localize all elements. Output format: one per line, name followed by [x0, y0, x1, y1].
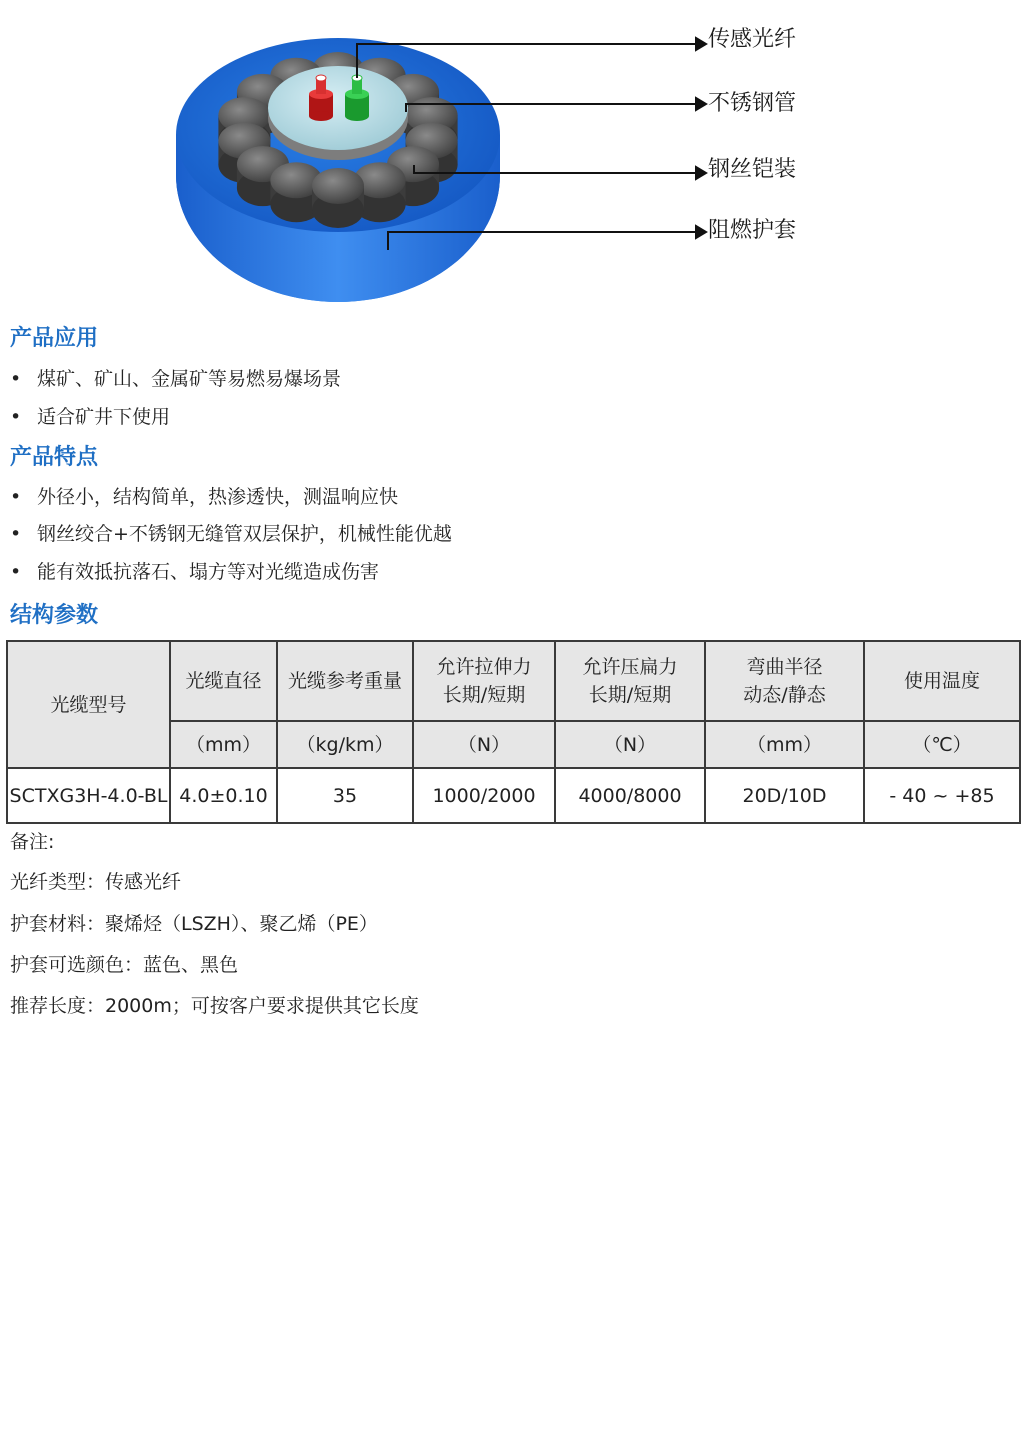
section-title-parameters: 结构参数: [10, 603, 99, 628]
note-fiber-type: 光纤类型：传感光纤: [10, 871, 182, 893]
bullet-icon: •: [10, 561, 22, 583]
table-cell-model: SCTXG3H-4.0-BL: [7, 768, 170, 823]
table-cell: 20D/10D: [705, 768, 864, 823]
table-header-cell: 使用温度: [864, 641, 1020, 721]
section-title-application: 产品应用: [10, 326, 99, 351]
list-item: • 煤矿、矿山、金属矿等易燃易爆场景: [10, 368, 342, 390]
table-header-cell: 允许压扁力 长期/短期: [555, 641, 705, 721]
table-cell: 35: [277, 768, 413, 823]
callout-stainless-steel-tube: 不锈钢管: [708, 91, 797, 116]
notes-heading: 备注:: [10, 831, 55, 853]
table-header-cell: 光缆直径: [170, 641, 277, 721]
table-header-row: [7, 641, 1020, 721]
bullet-icon: •: [10, 406, 22, 428]
table-header-cell: 允许拉伸力 长期/短期: [413, 641, 555, 721]
bullet-icon: •: [10, 368, 22, 390]
section-title-features: 产品特点: [10, 445, 99, 470]
steel-wire: [312, 168, 364, 228]
list-item: • 适合矿井下使用: [10, 406, 171, 428]
table-header-cell: 弯曲半径 动态/静态: [705, 641, 864, 721]
note-jacket-colors: 护套可选颜色：蓝色、黑色: [10, 954, 239, 976]
list-item: • 能有效抵抗落石、塌方等对光缆造成伤害: [10, 561, 380, 583]
callout-steel-wire-armor: 钢丝铠装: [708, 157, 797, 182]
table-cell: 4000/8000: [555, 768, 705, 823]
list-item: • 外径小，结构简单，热渗透快，测温响应快: [10, 486, 399, 508]
table-unit-cell: （℃）: [864, 721, 1020, 768]
cable-cross-section-diagram: [0, 0, 1024, 310]
list-item: • 钢丝绞合+不锈钢无缝管双层保护，机械性能优越: [10, 523, 452, 545]
table-unit-cell: （kg/km）: [277, 721, 413, 768]
callout-sensing-fiber: 传感光纤: [708, 27, 797, 52]
table-unit-cell: （N）: [413, 721, 555, 768]
note-recommended-length: 推荐长度：2000m；可按客户要求提供其它长度: [10, 995, 419, 1017]
table-row: [7, 768, 1020, 823]
table-cell: 4.0±0.10: [170, 768, 277, 823]
parameter-table: [6, 640, 1021, 824]
bullet-icon: •: [10, 523, 22, 545]
table-cell: - 40 ~ +85: [864, 768, 1020, 823]
table-unit-cell: （mm）: [705, 721, 864, 768]
table-header-cell: 光缆参考重量: [277, 641, 413, 721]
bullet-icon: •: [10, 486, 22, 508]
stainless-steel-tube: [268, 66, 408, 160]
table-unit-cell: （N）: [555, 721, 705, 768]
note-jacket-material: 护套材料：聚烯烃（LSZH）、聚乙烯（PE）: [10, 913, 378, 935]
table-header-model: 光缆型号: [7, 641, 170, 768]
callout-flame-retardant-jacket: 阻燃护套: [708, 218, 797, 243]
table-cell: 1000/2000: [413, 768, 555, 823]
table-unit-cell: （mm）: [170, 721, 277, 768]
